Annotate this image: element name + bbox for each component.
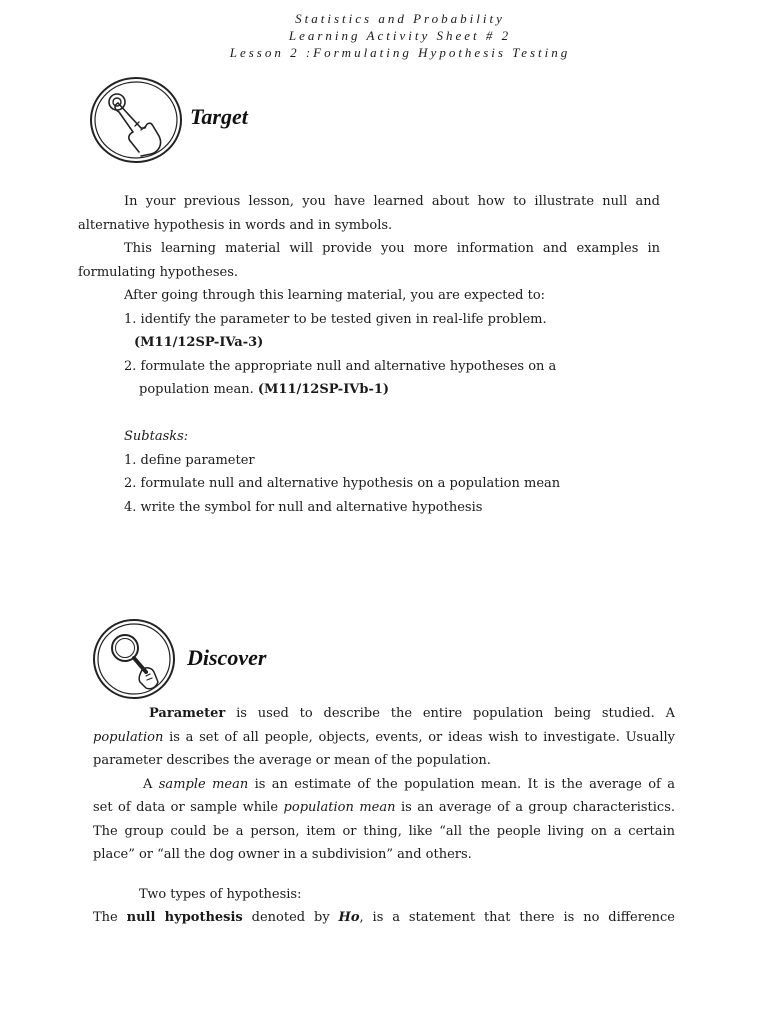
null-hypothesis-line: The null hypothesis denoted by Ho, is a statement that there is no difference — [93, 910, 675, 925]
discover-body: Parameter is used to describe the entire population being studied. A population is a set of all people, objects, events, or ideas wish to investigate. Usually parameter describes the average or mean of the population. A sample mean is an estimate of the population mean. It is the average of a set of data or sample while population mean is an average of a group characteristics. The group could be a person, item or thing, like “all the people living on a certain place” or “all the dog owner in a subdivision” and others. Two types of hypothesis: The null hypothesis denoted by Ho, is a statement that there is no difference — [93, 702, 675, 930]
subtask-1: 1. define parameter — [124, 452, 255, 468]
target-p2-line1: This learning material will provide you more information and examples in — [124, 241, 660, 256]
subtask-3: 4. write the symbol for null and alternative hypothesis — [124, 499, 483, 515]
null-hypothesis-symbol: Ho — [338, 910, 360, 925]
discover-p2-line2: set of data or sample while population mean is an average of a group characteristics. — [93, 800, 676, 815]
discover-title: Discover — [187, 645, 267, 670]
objective-2-line2: population mean. (M11/12SP-IVb-1) — [139, 382, 390, 397]
null-hypothesis-term: null hypothesis — [126, 910, 243, 925]
discover-p2-line1: A sample mean is an estimate of the population mean. It is the average of a — [143, 776, 675, 792]
subject-title: Statistics and Probability — [295, 11, 505, 26]
discover-p1-line2: population is a set of all people, objects, events, or ideas wish to investigate. Usually — [93, 729, 675, 745]
target-p3: After going through this learning material, you are expected to: — [124, 288, 546, 303]
target-intro — [78, 190, 660, 519]
activity-sheet-title: Learning Activity Sheet # 2 — [288, 28, 512, 43]
objective-2-line1: 2. formulate the appropriate null and alternative hypotheses on a — [124, 358, 557, 374]
parameter-term: Parameter — [149, 706, 226, 721]
objective-1: 1. identify the parameter to be tested given in real-life problem. — [124, 311, 547, 327]
objective-2-code: (M11/12SP-IVb-1) — [257, 382, 390, 397]
tap-hand-icon — [89, 76, 183, 164]
target-p2-line2: formulating hypotheses. — [78, 264, 238, 280]
page-header — [0, 10, 768, 61]
target-title: Target — [190, 104, 248, 129]
target-p1-line1: In your previous lesson, you have learned about how to illustrate null and — [124, 194, 660, 209]
discover-p2-line4: place” or “all the dog owner in a subdivision” and others. — [93, 847, 472, 862]
objective-1-code: (M11/12SP-IVa-3) — [134, 335, 264, 350]
discover-p2-line3: The group could be a person, item or thing, like “all the people living on a certain — [93, 823, 675, 839]
discover-p1-line3: parameter describes the average or mean of the population. — [93, 753, 491, 768]
target-p1-line2: alternative hypothesis in words and in symbols. — [78, 217, 393, 233]
subtasks-label: Subtasks: — [124, 429, 189, 444]
magnifying-glass-icon — [92, 618, 176, 700]
subtask-2: 2. formulate null and alternative hypothesis on a population mean — [124, 476, 561, 491]
lesson-title: Lesson 2 :Formulating Hypothesis Testing — [229, 45, 571, 60]
hypothesis-types-label: Two types of hypothesis: — [139, 886, 302, 902]
